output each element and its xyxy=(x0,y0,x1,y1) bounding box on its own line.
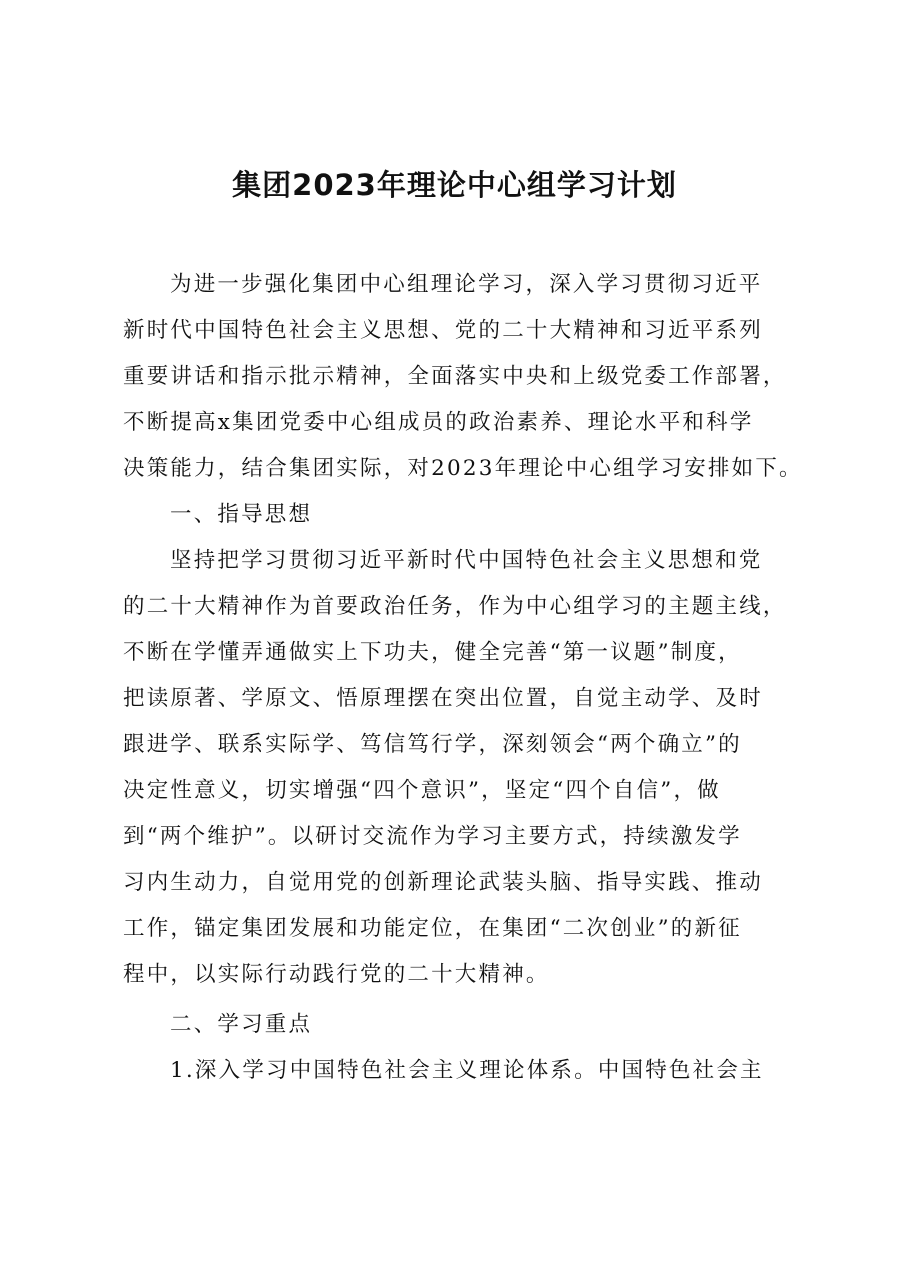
paragraph-line: 不断在学懂弄通做实上下功夫，健全完善“第一议题”制度， xyxy=(123,640,742,665)
intro-line: 新时代中国特色社会主义思想、党的二十大精神和习近平系列 xyxy=(123,318,763,343)
intro-line: 不断提高x集团党委中心组成员的政治素养、理论水平和科学 xyxy=(123,410,754,435)
document-body xyxy=(123,262,803,1094)
paragraph-line: 把读原著、学原文、悟原理摆在突出位置，自觉主动学、及时 xyxy=(123,686,763,711)
study-focus-paragraph xyxy=(123,1048,793,1094)
section-heading-study-focus: 二、学习重点 xyxy=(170,1012,313,1037)
guiding-thought-paragraph xyxy=(123,538,793,998)
paragraph-line: 决定性意义，切实增强“四个意识”，坚定“四个自信”，做 xyxy=(123,778,721,803)
intro-line: 决策能力，结合集团实际，对2023年理论中心组学习安排如下。 xyxy=(123,456,803,481)
paragraph-line: 坚持把学习贯彻习近平新时代中国特色社会主义思想和党 xyxy=(170,548,763,573)
section-heading-guiding-thought: 一、指导思想 xyxy=(170,502,313,527)
paragraph-line: 工作，锚定集团发展和功能定位，在集团“二次创业”的新征 xyxy=(123,916,742,941)
paragraph-line: 习内生动力，自觉用党的创新理论武装头脑、指导实践、推动 xyxy=(123,870,763,895)
document-title: 集团2023年理论中心组学习计划 xyxy=(232,168,677,202)
paragraph-line: 程中，以实际行动践行党的二十大精神。 xyxy=(123,962,550,987)
intro-line: 重要讲话和指示批示精神，全面落实中央和上级党委工作部署， xyxy=(123,364,787,389)
paragraph-line: 到“两个维护”。以研讨交流作为学习主要方式，持续激发学 xyxy=(123,824,742,849)
paragraph-line: 1.深入学习中国特色社会主义理论体系。中国特色社会主 xyxy=(170,1058,764,1083)
paragraph-line: 的二十大精神作为首要政治任务，作为中心组学习的主题主线， xyxy=(123,594,787,619)
paragraph-line: 跟进学、联系实际学、笃信笃行学，深刻领会“两个确立”的 xyxy=(123,732,742,757)
intro-paragraph xyxy=(123,262,803,492)
intro-line: 为进一步强化集团中心组理论学习，深入学习贯彻习近平 xyxy=(170,272,763,297)
